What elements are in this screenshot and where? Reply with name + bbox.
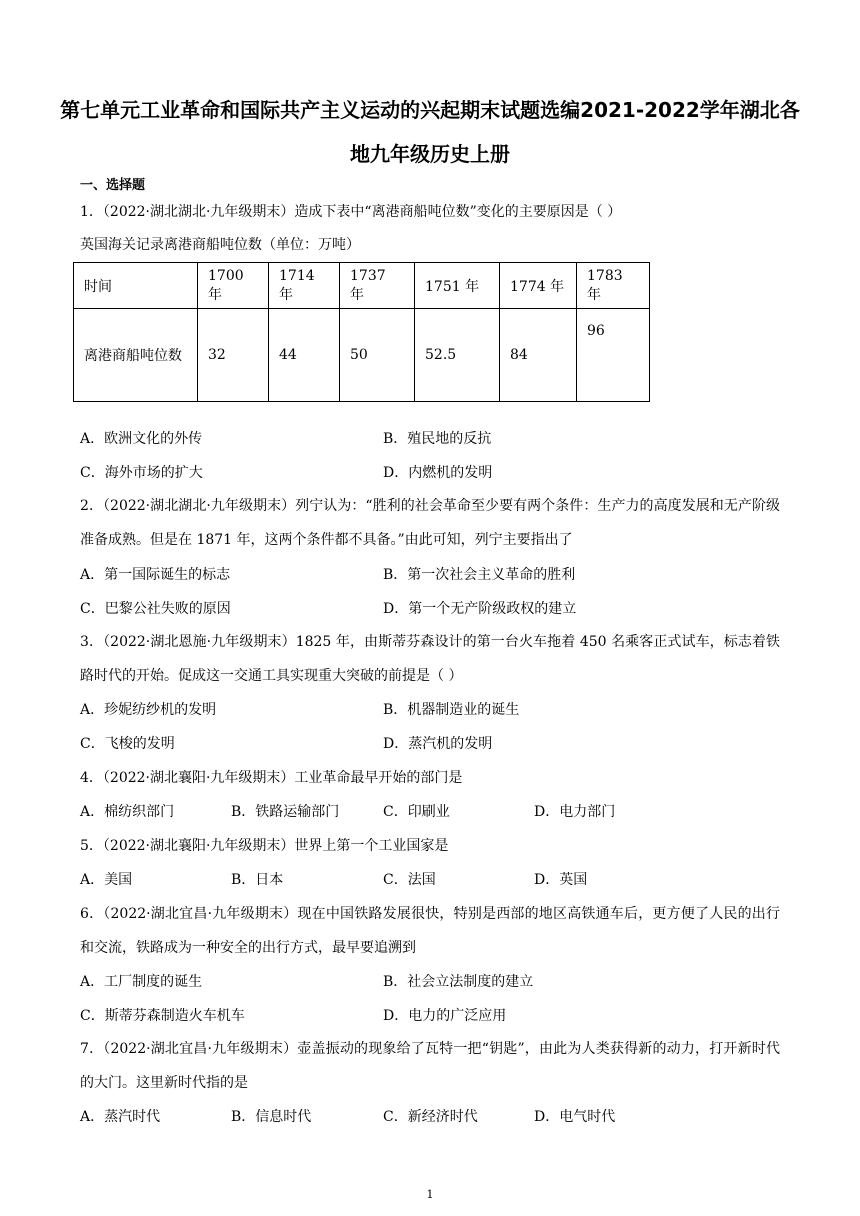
tonnage-table — [73, 262, 650, 402]
question-1-option-c[interactable]: C．海外市场的扩大 — [80, 465, 203, 481]
question-1-stem: 1．（2022·湖北湖北·九年级期末）造成下表中“离港商船吨位数”变化的主要原因是（ ） — [80, 204, 622, 220]
question-2-option-a[interactable]: A．第一国际诞生的标志 — [80, 567, 231, 583]
table-header-cell: 1737 年 — [340, 263, 415, 309]
question-4-option-d[interactable]: D．电力部门 — [534, 804, 616, 820]
question-5-stem: 5．（2022·湖北襄阳·九年级期末）世界上第一个工业国家是 — [80, 838, 449, 854]
table-header-cell: 1783 年 — [577, 263, 650, 309]
table-cell: 离港商船吨位数 — [74, 309, 198, 402]
section-heading: 一、选择题 — [80, 178, 146, 193]
question-2-option-b[interactable]: B．第一次社会主义革命的胜利 — [383, 567, 576, 583]
table-cell: 96 — [577, 309, 650, 402]
question-4-option-a[interactable]: A．棉纺织部门 — [80, 804, 175, 820]
table-header-cell: 1774 年 — [500, 263, 577, 309]
table-cell: 32 — [198, 309, 269, 402]
question-3-option-c[interactable]: C．飞梭的发明 — [80, 736, 175, 752]
table-cell: 52.5 — [415, 309, 500, 402]
question-3-option-d[interactable]: D．蒸汽机的发明 — [383, 736, 493, 752]
question-5-option-c[interactable]: C．法国 — [383, 872, 436, 888]
question-2-stem: 2．（2022·湖北湖北·九年级期末）列宁认为：“胜利的社会革命至少要有两个条件：生产力的高度发展和无产阶级准备成熟。但是在 1871 年，这两个条件都不具备。”由此可知，列宁主要指出了 — [80, 498, 780, 548]
question-5-option-d[interactable]: D．英国 — [534, 872, 588, 888]
question-6-option-c[interactable]: C．斯蒂芬森制造火车机车 — [80, 1008, 245, 1024]
table-cell: 44 — [269, 309, 340, 402]
question-1-option-b[interactable]: B．殖民地的反抗 — [383, 431, 492, 447]
question-2-option-d[interactable]: D．第一个无产阶级政权的建立 — [383, 601, 577, 617]
document-title: 第七单元工业革命和国际共产主义运动的兴起期末试题选编2021-2022学年湖北各地九年级历史上册 — [60, 98, 800, 166]
question-6-stem: 6．（2022·湖北宜昌·九年级期末）现在中国铁路发展很快，特别是西部的地区高铁通车后，更方便了人民的出行和交流，铁路成为一种安全的出行方式，最早要追溯到 — [80, 906, 780, 956]
table-header-cell: 1714 年 — [269, 263, 340, 309]
table-row — [74, 309, 650, 402]
question-1-option-d[interactable]: D．内燃机的发明 — [383, 465, 493, 481]
question-4-option-b[interactable]: B．铁路运输部门 — [231, 804, 340, 820]
question-3-stem: 3．（2022·湖北恩施·九年级期末）1825 年，由斯蒂芬森设计的第一台火车拖着 450 名乘客正式试车，标志着铁路时代的开始。促成这一交通工具实现重大突破的前提是（ ） — [80, 634, 780, 684]
table-header-cell: 1700 年 — [198, 263, 269, 309]
question-7-option-c[interactable]: C．新经济时代 — [383, 1109, 478, 1125]
question-2-option-c[interactable]: C．巴黎公社失败的原因 — [80, 601, 231, 617]
table-header-cell: 1751 年 — [415, 263, 500, 309]
table-header-row — [74, 263, 650, 309]
question-6-option-a[interactable]: A．工厂制度的诞生 — [80, 974, 203, 990]
question-7-option-d[interactable]: D．电气时代 — [534, 1109, 616, 1125]
question-4-stem: 4．（2022·湖北襄阳·九年级期末）工业革命最早开始的部门是 — [80, 770, 463, 786]
question-6-option-d[interactable]: D．电力的广泛应用 — [383, 1008, 507, 1024]
question-3-option-b[interactable]: B．机器制造业的诞生 — [383, 702, 520, 718]
question-4-option-c[interactable]: C．印刷业 — [383, 804, 450, 820]
table-header-cell: 时间 — [74, 263, 198, 309]
question-7-option-a[interactable]: A．蒸汽时代 — [80, 1109, 161, 1125]
question-7-option-b[interactable]: B．信息时代 — [231, 1109, 312, 1125]
question-6-option-b[interactable]: B．社会立法制度的建立 — [383, 974, 534, 990]
question-7-stem: 7．（2022·湖北宜昌·九年级期末）壶盖振动的现象给了瓦特一把“钥匙”，由此为人类获得新的动力，打开新时代的大门。这里新时代指的是 — [80, 1041, 780, 1091]
page-number: 1 — [426, 1188, 434, 1201]
question-5-option-a[interactable]: A．美国 — [80, 872, 133, 888]
table-title: 英国海关记录离港商船吨位数（单位：万吨） — [80, 237, 360, 253]
table-cell: 50 — [340, 309, 415, 402]
question-3-option-a[interactable]: A．珍妮纺纱机的发明 — [80, 702, 217, 718]
question-1-option-a[interactable]: A．欧洲文化的外传 — [80, 431, 203, 447]
table-cell: 84 — [500, 309, 577, 402]
question-5-option-b[interactable]: B．日本 — [231, 872, 284, 888]
